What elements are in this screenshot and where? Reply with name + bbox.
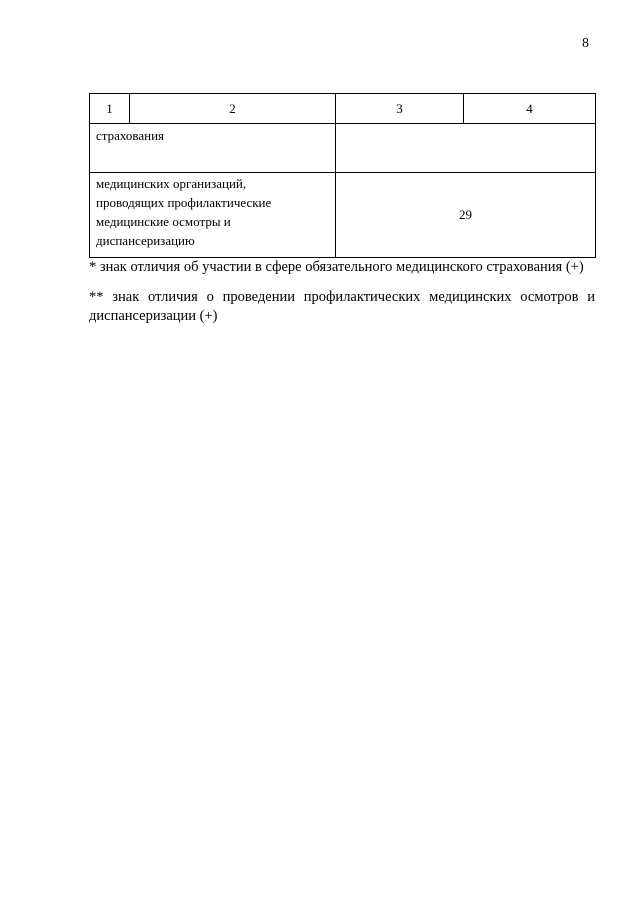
- table-cell-label: [90, 173, 336, 258]
- table-header-row: [90, 94, 596, 124]
- cell-line: страхования: [96, 128, 165, 143]
- table-header-cell-4: 4: [464, 94, 596, 124]
- table-row: [90, 173, 596, 258]
- cell-line: медицинских организаций,: [96, 176, 247, 191]
- cell-line: проводящих профилактические: [96, 195, 272, 210]
- table-header-cell-1: 1: [90, 94, 130, 124]
- table-header-cell-3: 3: [336, 94, 464, 124]
- table-header-cell-2: 2: [130, 94, 336, 124]
- cell-lines: [90, 173, 335, 250]
- table-cell-value: [336, 124, 596, 173]
- footnote-2: ** знак отличия о проведении профилактических медицинских осмотров и диспансеризации (+): [89, 289, 595, 324]
- table-cell-value: 29: [336, 173, 596, 258]
- footnotes: [89, 258, 595, 337]
- cell-line: медицинские осмотры и: [96, 214, 231, 229]
- cell-line: диспансеризацию: [96, 233, 195, 248]
- page-number: 8: [582, 36, 589, 51]
- table-row: [90, 124, 596, 173]
- footnote-1: * знак отличия об участии в сфере обязательного медицинского страхования (+): [89, 259, 584, 275]
- table-cell-label: [90, 124, 336, 173]
- data-table: [89, 93, 596, 258]
